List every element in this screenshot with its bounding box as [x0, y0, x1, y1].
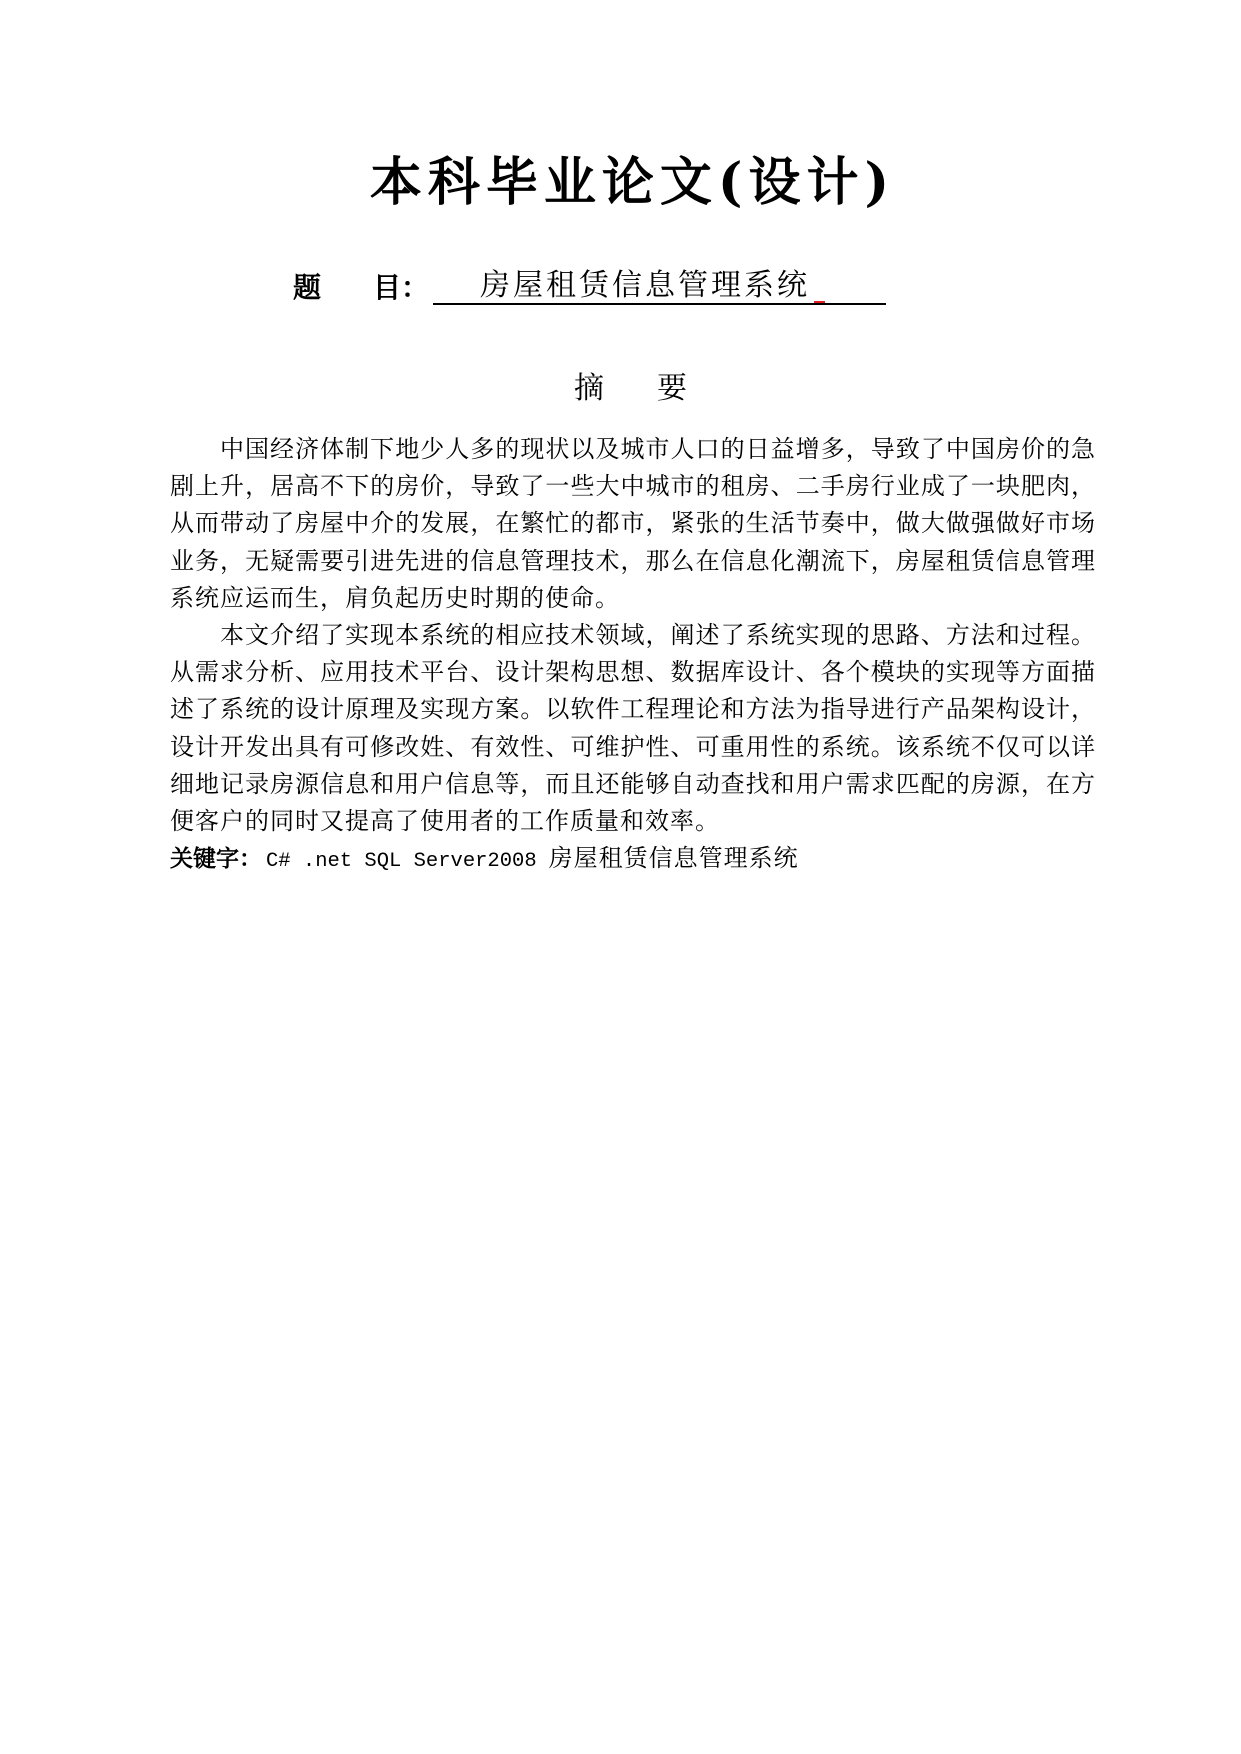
- paragraph-line: 本文介绍了实现本系统的相应技术领域，阐述了系统实现的思路、方法和过程。: [220, 620, 1095, 649]
- keywords-cjk-term: 房屋租赁信息管理系统: [548, 844, 799, 873]
- abstract-heading-char-1: 摘: [574, 371, 604, 406]
- paragraph-line: 业务，无疑需要引进先进的信息管理技术，那么在信息化潮流下，房屋租赁信息管理: [170, 546, 1095, 575]
- topic-underline-field: [433, 266, 886, 305]
- abstract-body: [170, 431, 1095, 877]
- keywords-latin-terms: C# .net SQL Server2008: [266, 850, 537, 874]
- paragraph-line: 从而带动了房屋中介的发展，在繁忙的都市，紧张的生活节奏中，做大做强做好市场: [170, 509, 1095, 538]
- abstract-paragraph-2: [170, 617, 1095, 840]
- abstract-heading-char-2: 要: [657, 371, 687, 406]
- paragraph-line: 系统应运而生，肩负起历史时期的使命。: [170, 583, 620, 612]
- paragraph-line: 细地记录房源信息和用户信息等，而且还能够自动查找和用户需求匹配的房源，在方: [170, 769, 1095, 798]
- thesis-title: 本科毕业论文(设计): [369, 152, 896, 213]
- paragraph-line: 中国经济体制下地少人多的现状以及城市人口的日益增多，导致了中国房价的急: [220, 435, 1095, 463]
- topic-value: 房屋租赁信息管理系统: [480, 268, 810, 303]
- keywords-line: [170, 840, 1095, 877]
- topic-label-char-2: 目：: [373, 271, 430, 304]
- paragraph-line: 设计开发出具有可修改姓、有效性、可维护性、可重用性的系统。该系统不仅可以详: [170, 732, 1095, 761]
- abstract-paragraph-1: [170, 431, 1095, 617]
- spellcheck-mark: [814, 301, 825, 303]
- paragraph-line: 便客户的同时又提高了使用者的工作质量和效率。: [170, 806, 720, 835]
- paragraph-line: 剧上升，居高不下的房价，导致了一些大中城市的租房、二手房行业成了一块肥肉，: [170, 472, 1095, 501]
- paragraph-line: 述了系统的设计原理及实现方案。以软件工程理论和方法为指导进行产品架构设计，: [170, 695, 1095, 724]
- paragraph-line: 从需求分析、应用技术平台、设计架构思想、数据库设计、各个模块的实现等方面描: [170, 658, 1095, 687]
- topic-label-char-1: 题: [293, 271, 322, 304]
- keywords-label: 关键字：: [170, 846, 262, 873]
